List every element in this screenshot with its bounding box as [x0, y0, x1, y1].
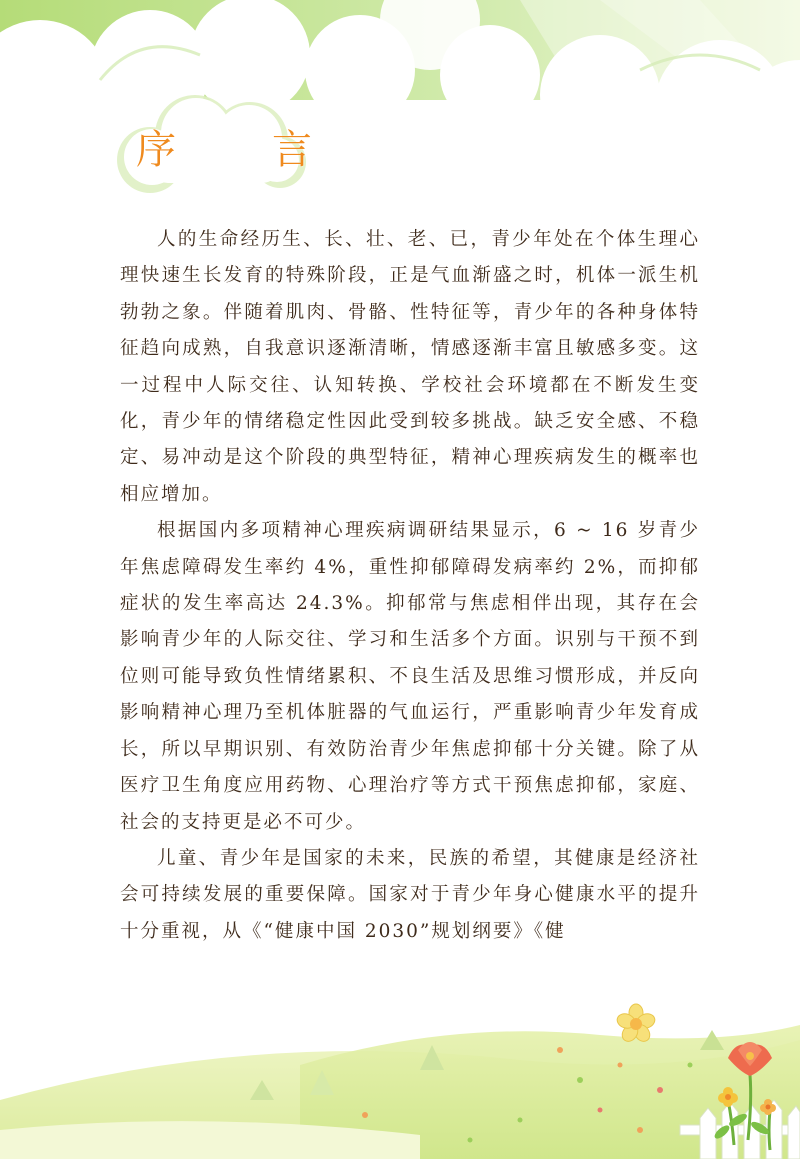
- page-title: 序 言: [136, 127, 340, 173]
- paragraph: 儿童、青少年是国家的未来，民族的希望，其健康是经济社会可持续发展的重要保障。国家对于青少年身心健康水平的提升十分重视，从《“健康中国 2030”规划纲要》《健: [120, 847, 700, 942]
- paragraph: 根据国内多项精神心理疾病调研结果显示，6 ~ 16 岁青少年焦虑障碍发生率约 4%，重性抑郁障碍发病率约 2%，而抑郁症状的发生率高达 24.3%。抑郁常与焦虑相伴出现，其存在会影响青少年的人际交往、学习和生活多个方面。识别与干预不到位则可能导致负性情绪累积、不良生活及思维习惯形成，并反向影响精神心理乃至机体脏器的气血运行，严重影响青少年发育成长，所以早期识别、有效防治青少年焦虑抑郁十分关键。除了从医疗卫生角度应用药物、心理治疗等方式干预焦虑抑郁，家庭、社会的支持更是必不可少。: [120, 520, 700, 833]
- preface-body: [120, 222, 700, 950]
- bottom-hills: [0, 1025, 800, 1159]
- paragraph: 人的生命经历生、长、壮、老、已，青少年处在个体生理心理快速生长发育的特殊阶段，正是气血渐盛之时，机体一派生机勃勃之象。伴随着肌肉、骨骼、性特征等，青少年的各种身体特征趋向成熟，自我意识逐渐清晰，情感逐渐丰富且敏感多变。这一过程中人际交往、认知转换、学校社会环境都在不断发生变化，青少年的情绪稳定性因此受到较多挑战。缺乏安全感、不稳定、易冲动是这个阶段的典型特征，精神心理疾病发生的概率也相应增加。: [120, 229, 700, 505]
